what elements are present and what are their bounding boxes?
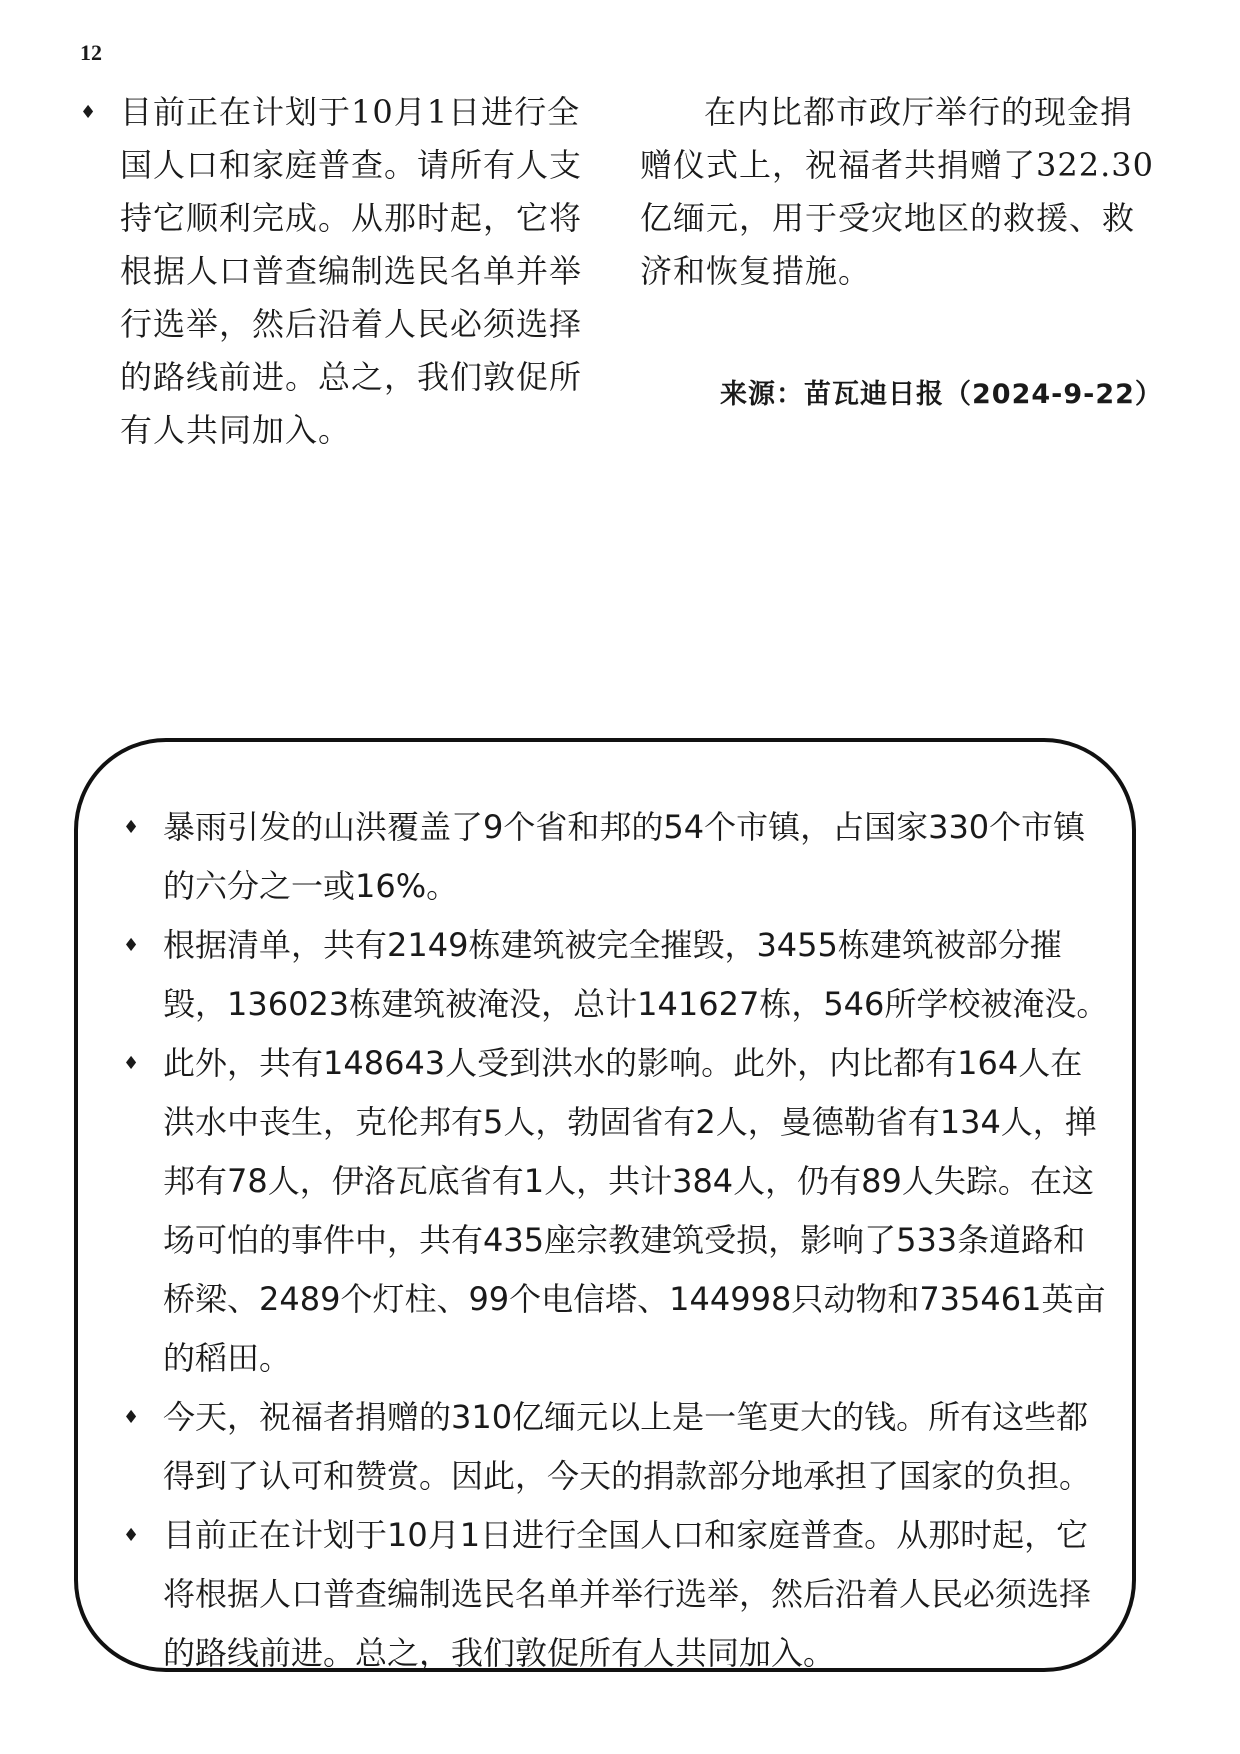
summary-item (123, 1506, 1113, 1683)
summary-item (123, 1388, 1113, 1506)
left-column (80, 86, 600, 457)
summary-item-text: 根据清单，共有2149栋建筑被完全摧毁，3455栋建筑被部分摧毁，136023栋建筑被淹没，总计141627栋，546所学校被淹没。 (163, 926, 1109, 1023)
diamond-bullet-icon: ♦ (80, 102, 98, 123)
diamond-bullet-icon: ♦ (123, 935, 140, 956)
right-paragraph: 在内比都市政厅举行的现金捐赠仪式上，祝福者共捐赠了322.30亿缅元，用于受灾地区的救援、救济和恢复措施。 (640, 93, 1154, 290)
summary-item-text: 暴雨引发的山洪覆盖了9个省和邦的54个市镇，占国家330个市镇的六分之一或16%。 (163, 808, 1086, 905)
left-bullet-text: 目前正在计划于10月1日进行全国人口和家庭普查。请所有人支持它顺利完成。从那时起，它将根据人口普查编制选民名单并举行选举，然后沿着人民必须选择的路线前进。总之，我们敦促所有人共同加入。 (120, 93, 583, 449)
summary-item (123, 916, 1113, 1034)
diamond-bullet-icon: ♦ (123, 1053, 140, 1074)
source-citation: 来源：苗瓦迪日报（2024-9-22） (720, 379, 1163, 410)
diamond-bullet-icon: ♦ (123, 1525, 140, 1546)
diamond-bullet-icon: ♦ (123, 817, 140, 838)
right-column (640, 86, 1160, 298)
summary-box (74, 738, 1136, 1672)
summary-item-text: 今天，祝福者捐赠的310亿缅元以上是一笔更大的钱。所有这些都得到了认可和赞赏。因此，今天的捐款部分地承担了国家的负担。 (163, 1398, 1092, 1495)
summary-item-text: 目前正在计划于10月1日进行全国人口和家庭普查。从那时起，它将根据人口普查编制选民名单并举行选举，然后沿着人民必须选择的路线前进。总之，我们敦促所有人共同加入。 (163, 1516, 1092, 1672)
page-number: 12 (80, 40, 102, 65)
summary-item (123, 1034, 1113, 1388)
diamond-bullet-icon: ♦ (123, 1407, 140, 1428)
left-bullet-item (80, 86, 600, 457)
summary-item-text: 此外，共有148643人受到洪水的影响。此外，内比都有164人在洪水中丧生，克伦邦有5人，勃固省有2人，曼德勒省有134人，掸邦有78人，伊洛瓦底省有1人，共计384人，仍有89人失踪。在这场可怕的事件中，共有435座宗教建筑受损，影响了533条道路和桥梁、2489个灯柱、99个电信塔、144998只动物和735461英亩的稻田。 (163, 1044, 1106, 1377)
summary-list (123, 798, 1113, 1683)
summary-item (123, 798, 1113, 916)
